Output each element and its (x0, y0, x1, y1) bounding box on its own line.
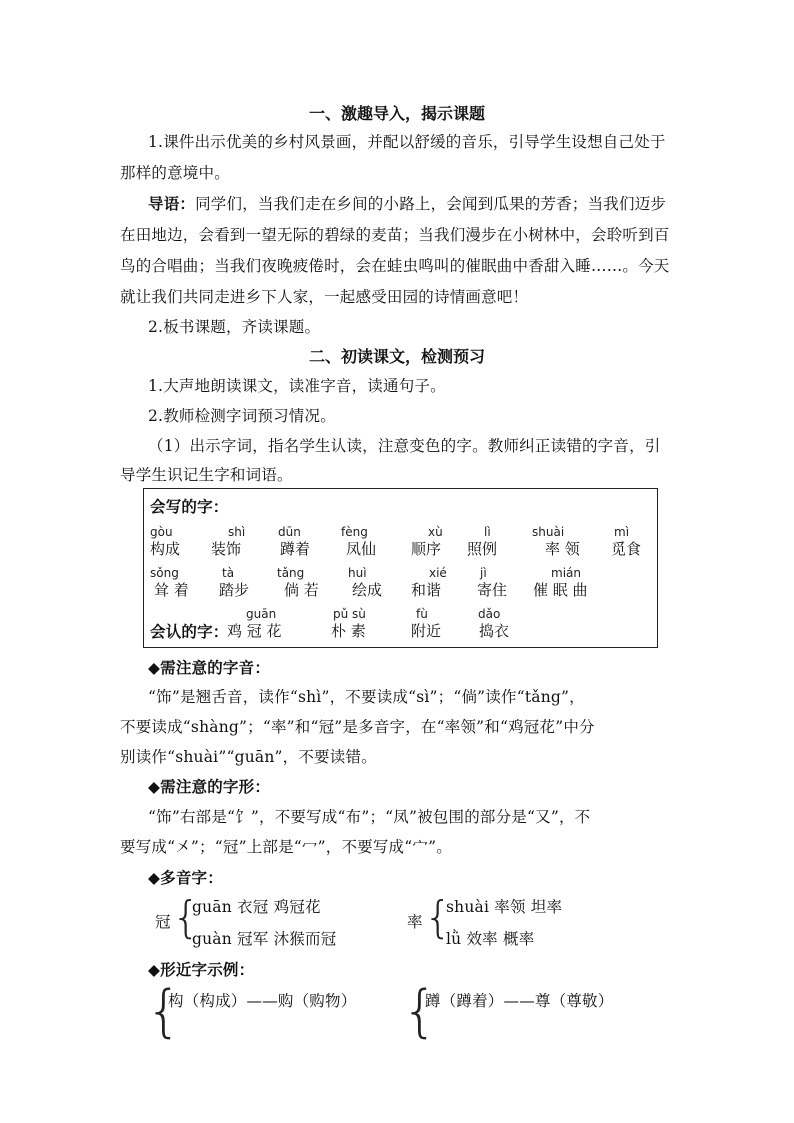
polyphone-left-row1: guān 衣冠 鸡冠花 (192, 898, 321, 916)
pinyin: fèng (341, 525, 368, 539)
word: 寄住 (477, 581, 508, 599)
section2-title: 二、初读课文，检测预习 (308, 347, 485, 366)
guide-line4: 就让我们共同走进乡下人家，一起感受田园的诗情画意吧！ (120, 288, 529, 306)
pinyin: xù (428, 525, 443, 539)
section2-p3-line1: （1）出示字词，指名学生认读，注意变色的字。教师纠正读错的字音，引 (148, 437, 661, 455)
left-brace-icon: { (172, 892, 200, 943)
word: 率 领 (545, 540, 580, 558)
word: 觅食 (611, 540, 642, 558)
word: 装饰 (211, 540, 242, 558)
pinyin: huì (348, 566, 367, 580)
pinyin: shì (228, 525, 246, 539)
word: 耸 着 (154, 581, 189, 599)
pronunciation-line2: 不要读成“shàng”；“率”和“冠”是多音字，在“率领”和“鸡冠花”中分 (120, 718, 595, 736)
read-title: 会认的字： (150, 622, 229, 641)
pinyin: guān (246, 607, 277, 621)
section1-p1-line2: 那样的意境中。 (120, 164, 230, 182)
pinyin: fù (416, 607, 428, 621)
word: 捣衣 (479, 622, 510, 640)
word: 构成 (150, 540, 181, 558)
section1-title: 一、激趣导入，揭示课题 (308, 104, 485, 123)
similar-right: 蹲（蹲着）——尊（尊敬） (425, 992, 614, 1010)
pinyin: dǎo (478, 607, 501, 621)
pinyin: mì (614, 525, 630, 539)
guide-line1 (148, 192, 666, 214)
pronunciation-line3: 别读作“shuài”“guān”，不要读错。 (120, 748, 377, 766)
pinyin: lì (484, 525, 491, 539)
similar-left: 构（构成）——购（购物） (168, 992, 357, 1010)
polyphone-right-char: 率 (407, 913, 423, 931)
word: 朴 素 (331, 622, 366, 640)
shape-line2: 要写成“㐅”；“冠”上部是“冖”，不要写成“宀”。 (120, 838, 452, 856)
pronunciation-line1: “饰”是翘舌音，读作“shì”，不要读成“sì”；“倘”读作“tǎng”， (148, 688, 585, 706)
section1-p1-line1: 1.课件出示优美的乡村风景画，并配以舒缓的音乐，引导学生设想自己处于 (148, 133, 666, 151)
polyphone-title (148, 866, 223, 888)
guide-label: 导语： (148, 194, 196, 213)
pinyin: jì (480, 566, 487, 580)
polyphone-right-row2: lǜ 效率 概率 (446, 930, 535, 948)
polyphone-left-char: 冠 (155, 913, 171, 931)
write-title: 会写的字： (150, 497, 229, 516)
pinyin: shuài (532, 525, 565, 539)
pinyin: sǒng (150, 566, 179, 580)
similar-left-brace-icon: { (146, 979, 182, 1044)
shape-line1: “饰”右部是“饣”，不要写成“布”；“凤”被包围的部分是“又”，不 (148, 808, 591, 826)
section2-p1: 1.大声地朗读课文，读准字音，读通句子。 (148, 377, 446, 395)
pinyin: mián (551, 566, 581, 580)
polyphone-right-row1: shuài 率领 坦率 (446, 898, 563, 916)
section2-p3-line2: 导学生识记生字和词语。 (120, 466, 293, 484)
guide-line3: 鸟的合唱曲；当我们夜晚疲倦时，会在蛙虫鸣叫的催眠曲中香甜入睡……。今天 (120, 257, 670, 275)
pinyin: dūn (278, 525, 301, 539)
word: 和谐 (411, 581, 442, 599)
section2-p2: 2.教师检测字词预习情况。 (148, 407, 336, 425)
guide-line2: 在田地边，会看到一望无际的碧绿的麦苗；当我们漫步在小树林中，会聆听到百 (120, 226, 670, 244)
similar-title: ◆形近字示例： (148, 960, 255, 979)
word: 凤仙 (346, 540, 377, 558)
shape-title: ◆需注意的字形： (148, 777, 271, 796)
pinyin: tà (222, 566, 235, 580)
pinyin: tǎng (277, 566, 305, 580)
pinyin: xié (429, 566, 447, 580)
guide-line1-text: 同学们，当我们走在乡间的小路上，会闻到瓜果的芳香；当我们迈步 (195, 195, 667, 213)
word: 蹲着 (280, 540, 311, 558)
polyphone-title-text: ◆多音字： (148, 868, 223, 887)
word: 倘 若 (284, 581, 319, 599)
polyphone-left-row2: guàn 冠军 沐猴而冠 (192, 930, 337, 948)
word: 绘成 (352, 581, 383, 599)
word: 鸡 冠 花 (227, 622, 282, 640)
similar-right-brace-icon: { (402, 979, 438, 1044)
word: 顺序 (411, 540, 442, 558)
section1-p2: 2.板书课题，齐读课题。 (148, 318, 321, 336)
word: 催 眠 曲 (533, 581, 588, 599)
pinyin: pǔ sù (333, 607, 366, 621)
pronunciation-title: ◆需注意的字音： (148, 658, 271, 677)
word: 踏步 (219, 581, 250, 599)
right-brace-icon: { (424, 892, 452, 943)
word: 照例 (467, 540, 498, 558)
pinyin: gòu (150, 525, 173, 539)
word: 附近 (411, 622, 442, 640)
